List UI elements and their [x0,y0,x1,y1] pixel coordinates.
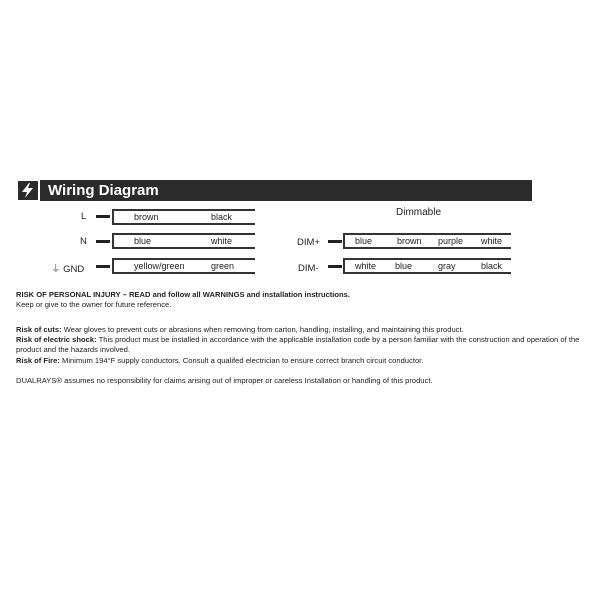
wire-color: blue [134,236,152,246]
wire-color: blue [355,236,373,246]
wire-color: purple [438,236,464,246]
warning-keep: Keep or give to the owner for future reference. [16,300,172,309]
dimmable-title: Dimmable [396,207,442,218]
risk-of-cuts-label: Risk of cuts: [16,325,62,334]
cable-l [112,209,255,225]
wire-color: black [481,261,503,271]
risk-of-shock-text: This product must be installed in accordance with the applicable installation code by a person familiar with the construction and operation of the product and the hazards involved. [16,335,580,354]
wire-color: white [355,261,377,271]
disclaimer: DUALRAYS® assumes no responsibility for claims arising out of improper or careless Installation or handling of this product. [16,376,433,385]
wire-color: white [481,236,503,246]
wire-connector [328,240,342,243]
cable-dim-plus [343,233,511,249]
wire-label-dim-plus: DIM+ [297,237,320,248]
risk-of-fire [16,356,591,366]
wire-connector [96,215,110,218]
ground-icon: ⏚ [51,264,61,275]
wire-label-dim-minus: DIM- [298,263,319,274]
wire-color: gray [438,261,456,271]
cable-dim-minus [343,258,511,274]
risk-of-cuts-text: Wear gloves to prevent cuts or abrasions when removing from carton, handling, installing, and maintaining this product. [61,325,464,334]
risk-of-fire-text: Minimum 194°F supply conductors. Consult a qualifed electrician to ensure correct branch circuit conductor. [59,356,424,365]
wire-label-l: L [81,211,87,222]
wire-color: black [211,212,233,222]
wire-color: yellow/green [134,261,185,271]
wire-color: blue [395,261,413,271]
wire-connector [96,265,110,268]
wiring-diagram-header [16,180,532,201]
wire-color: brown [134,212,159,222]
risk-of-cuts [16,325,591,335]
risk-of-shock [16,335,591,355]
risk-of-fire-label: Risk of Fire: [16,356,60,365]
risk-of-shock-label: Risk of electric shock: [16,335,97,344]
wire-color: green [211,261,235,271]
wire-color: brown [397,236,422,246]
warning-heading: RISK OF PERSONAL INJURY – READ and follow all WARNINGS and installation instructions. [16,290,351,299]
wire-connector [96,240,110,243]
wire-connector [328,265,342,268]
cable-n [112,233,255,249]
lightning-bolt-icon [16,180,40,201]
wire-color: white [211,236,233,246]
wire-label-n: N [80,236,87,247]
page-title: Wiring Diagram [48,182,159,199]
cable-gnd [112,258,255,274]
wire-label-gnd: ⏚ GND [51,264,85,275]
